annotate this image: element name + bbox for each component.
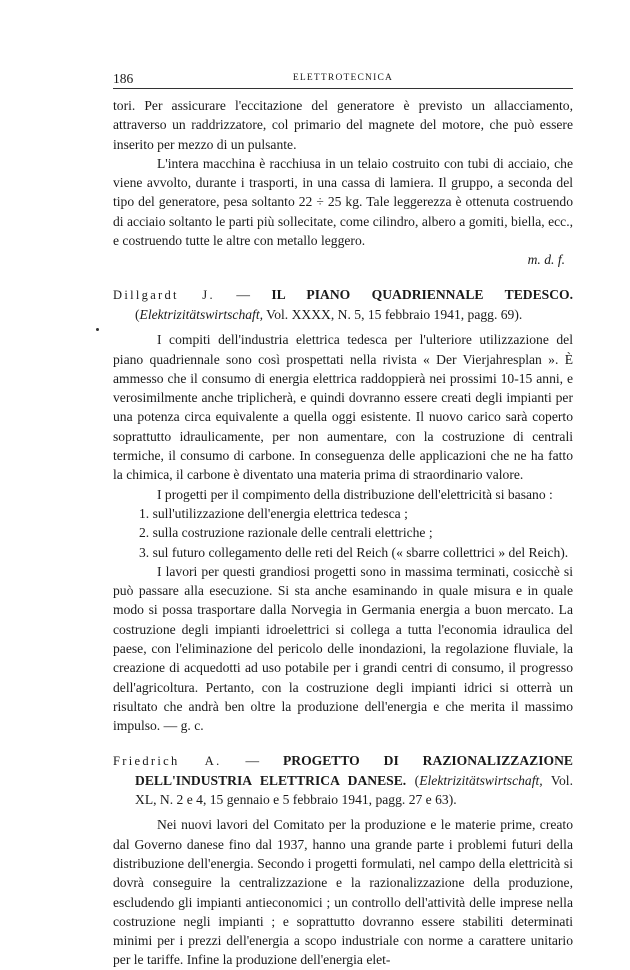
continuation-paragraph: L'intera macchina è racchiusa in un telaio costruito con tubi di acciaio, che viene avvolto, durante i trasporti, in una cassa di lamiera. Il gruppo, a seconda del tipo del generatore, pesa soltanto 22 ÷ 25 kg. Tale leggerezza è ottenuta costruendo di acciaio soltanto le parti più sollecitate, come cilindro, albero a gomiti, biella, ecc., e costruendo tutte le altre con metallo leggero. (113, 155, 573, 249)
review-title: PROGETTO DI RAZIONALIZZAZIONE DELL'INDUSTRIA ELETTRICA DANESE. (135, 752, 573, 788)
review-author: Friedrich A. (113, 753, 222, 768)
margin-mark (96, 328, 99, 331)
review-journal: Elektrizitätswirtschaft, (419, 772, 543, 788)
page-header (113, 71, 573, 87)
review-author: Dillgardt J. (113, 287, 215, 302)
review-title: IL PIANO QUADRIENNALE TEDESCO. (271, 286, 574, 302)
review-journal: Elektrizitätswirtschaft, (139, 306, 264, 322)
review-heading: Friedrich A. — PROGETTO DI RAZIONALIZZAZIONE DELL'INDUSTRIA ELETTRICA DANESE. (Elektrizitätswirtschaft, Vol. XL, N. 2 e 4, 15 gennaio e 5 febbraio 1941, pagg. 27 e 63). (113, 752, 573, 808)
review-heading: Dillgardt J. — IL PIANO QUADRIENNALE TEDESCO. (Elektrizitätswirtschaft, Vol. XXXX, N. 5, 15 febbraio 1941, pagg. 69). (113, 286, 574, 322)
review-source-details: Vol. XXXX, N. 5, 15 febbraio 1941, pagg. 69). (263, 306, 523, 322)
review-paragraph: I compiti dell'industria elettrica tedesca per l'ulteriore utilizzazione del piano quadriennale sono così prospettati nella rivista « Der Vierjahresplan ». È ammesso che il consumo di energia elettrica raddoppierà nei prossimi 10-15 anni, e verosimilmente anche triplicherà, e quindi dovranno essere creati degli impianti per una potenza circa equivalente a quella oggi esistente. Il nuovo carico sarà coperto soprattutto idraulicamente, per non aumentare, con la costruzione di centrali termiche, il consumo di carbone. In conseguenza delle applicazioni che ne ha fatto la chimica, il carbone è diventato una materia prima di straordinario valore. (113, 332, 573, 483)
running-title: ELETTROTECNICA (292, 73, 394, 83)
page-content (113, 96, 573, 970)
signature: m. d. f. (527, 252, 565, 268)
review-paragraph: I progetti per il compimento della distribuzione dell'elettricità si basano : (157, 486, 553, 502)
list-item: 2. sulla costruzione razionale delle centrali elettriche ; (139, 525, 433, 541)
review-source-details: Vol. XL, N. 2 e 4, 15 gennaio e 5 febbraio 1941, pagg. 27 e 63). (135, 772, 573, 808)
list-item: 1. sull'utilizzazione dell'energia elettrica tedesca ; (139, 505, 408, 521)
review-paragraph: Nei nuovi lavori del Comitato per la produzione e le materie prime, creato dal Governo danese fino dal 1937, hanno una grande parte i problemi futuri della distribuzione dell'energia. Secondo i progetti formulati, nel campo della elettricità si dovrà conseguire la centralizzazione e la razionalizzazione della produzione, escludendo gli impianti antieconomici ; un controllo dell'attività delle imprese nella costruzione negli impianti ; e soprattutto dovranno essere stabiliti determinati minimi per i prezzi dell'energia a scopo industriale con norme a carattere unitario per le tariffe. Infine la produzione dell'energia elet- (113, 817, 573, 968)
continuation-paragraph: tori. Per assicurare l'eccitazione del generatore è previsto un allacciamento, attraverso un raddrizzatore, col primario del magnete del motore, che può essere inserito per mezzo di un pulsante. (113, 98, 573, 152)
list-item: 3. sul futuro collegamento delle reti del Reich (« sbarre collettrici » del Reich). (139, 544, 569, 560)
review-paragraph: I lavori per questi grandiosi progetti sono in massima terminati, cosicchè si può passare alla esecuzione. Si sta anche esaminando in quale misura e in quale modo si possa trasportare dalla Norvegia in Germania energia a buon mercato. La costruzione degli impianti idroelettrici si collega a tutta l'economia idraulica del paese, con l'eliminazione del pericolo delle inondazioni, la regolazione fluviale, la creazione di acquedotti ad uso potabile per i grandi centri di consumo, il progresso dell'agricoltura. Pertanto, con la costruzione degli impianti idrici si otterrà un risultato che andrà ben oltre la produzione dell'energia e che merita il massimo impulso. — g. c. (113, 563, 573, 734)
header-rule (113, 88, 573, 89)
page-number: 186 (113, 71, 134, 86)
